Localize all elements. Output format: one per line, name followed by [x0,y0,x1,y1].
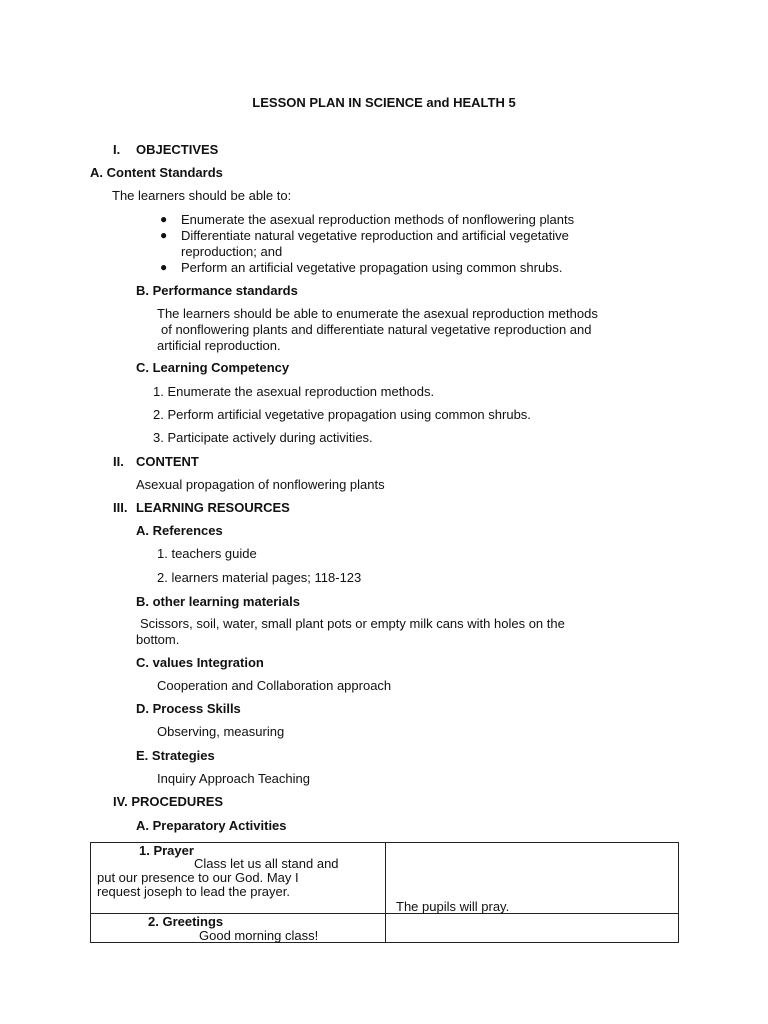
table-row [91,843,679,914]
pupil-cell [386,914,679,943]
content-standards-intro: The learners should be able to: [112,188,292,203]
teacher-cell [91,914,386,943]
activity-label: 1. Prayer [139,843,194,858]
performance-line: of nonflowering plants and differentiate natural vegetative reproduction and [161,322,592,337]
activity-label: 2. Greetings [148,914,224,929]
teacher-line: Class let us all stand and [194,856,339,871]
document-title: LESSON PLAN IN SCIENCE and HEALTH 5 [252,95,516,110]
bullet-icon: ● [160,212,168,226]
strategies-text: Inquiry Approach Teaching [157,771,310,786]
subheading-values-integration: C. values Integration [136,655,264,670]
performance-line: artificial reproduction. [157,338,281,353]
section-heading-procedures: IV. PROCEDURES [113,794,224,809]
values-text: Cooperation and Collaboration approach [157,678,392,693]
pupil-response: The pupils will pray. [396,899,510,914]
section-heading-objectives: OBJECTIVES [136,142,219,157]
content-text: Asexual propagation of nonflowering plants [136,477,385,492]
subheading-learning-competency: C. Learning Competency [136,360,290,375]
process-skills-text: Observing, measuring [157,724,285,739]
section-heading-resources: LEARNING RESOURCES [136,500,290,515]
competency-item: 1. Enumerate the asexual reproduction methods. [153,384,435,399]
materials-line: bottom. [136,632,180,647]
teacher-line: request joseph to lead the prayer. [97,884,290,899]
bullet-item: Enumerate the asexual reproduction methods of nonflowering plants [181,212,575,227]
pupil-cell [386,843,679,914]
materials-line: Scissors, soil, water, small plant pots or empty milk cans with holes on the [140,616,565,631]
section-number-objectives: I. [113,142,121,157]
subheading-other-materials: B. other learning materials [136,594,300,609]
teacher-line: Good morning class! [199,928,319,943]
bullet-icon: ● [160,260,168,274]
table-row [91,914,679,943]
bullet-icon: ● [160,228,168,242]
competency-item: 2. Perform artificial vegetative propagation using common shrubs. [153,407,531,422]
subheading-references: A. References [136,523,223,538]
subheading-preparatory-activities: A. Preparatory Activities [136,818,287,833]
bullet-item: Differentiate natural vegetative reproduction and artificial vegetative [181,228,569,243]
teacher-line: put our presence to our God. May I [97,870,299,885]
section-number-content: II. [113,454,124,469]
subheading-performance-standards: B. Performance standards [136,283,298,298]
section-heading-content: CONTENT [136,454,199,469]
bullet-item-continuation: reproduction; and [181,244,283,259]
reference-item: 1. teachers guide [157,546,257,561]
procedures-table [90,842,679,943]
bullet-item: Perform an artificial vegetative propagation using common shrubs. [181,260,563,275]
teacher-cell [91,843,386,914]
section-number-resources: III. [113,500,128,515]
reference-item: 2. learners material pages; 118-123 [157,570,362,585]
competency-item: 3. Participate actively during activities. [153,430,373,445]
performance-line: The learners should be able to enumerate the asexual reproduction methods [157,306,598,321]
subheading-content-standards: A. Content Standards [90,165,223,180]
subheading-strategies: E. Strategies [136,748,215,763]
subheading-process-skills: D. Process Skills [136,701,241,716]
